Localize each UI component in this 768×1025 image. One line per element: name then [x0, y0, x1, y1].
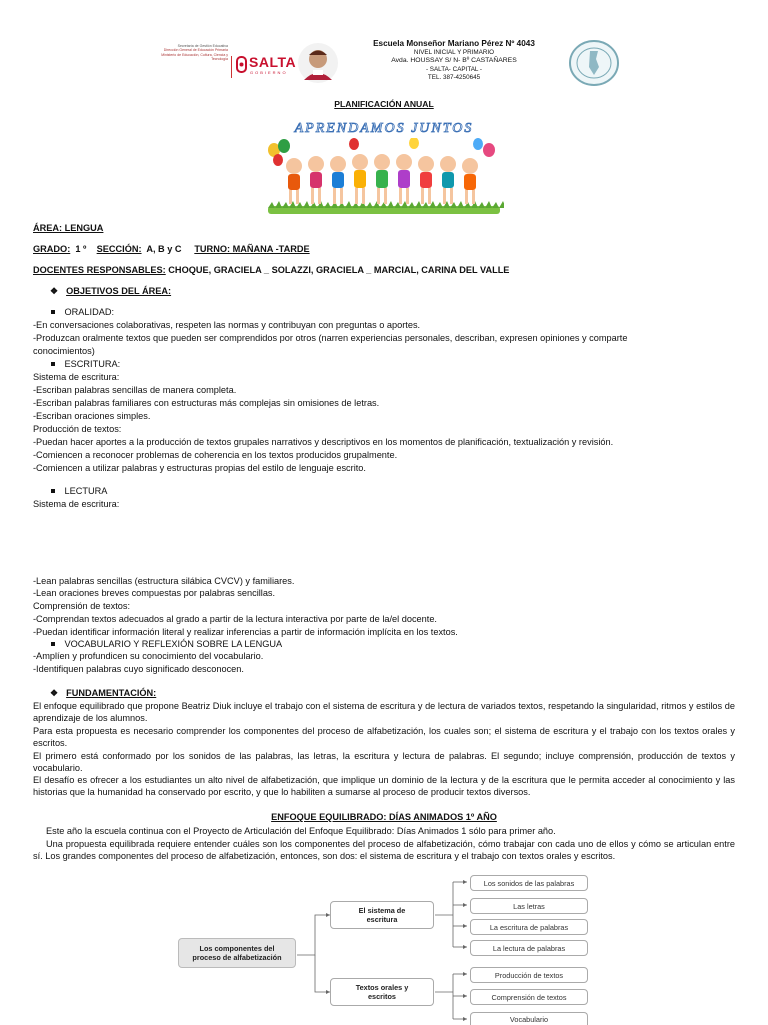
diagram-branch-textos: Textos orales y escritos: [330, 978, 434, 1006]
turno-label: TURNO: MAÑANA -TARDE: [194, 244, 310, 254]
docentes-value: CHOQUE, GRACIELA _ SOLAZZI, GRACIELA _ MARCIAL, CARINA DEL VALLE: [168, 265, 510, 275]
enfoque-p0: Este año la escuela continua con el Proyecto de Articulación del Enfoque Equilibrado: Días Animados 1 sólo para primer año.: [46, 826, 556, 836]
patron-portrait: [297, 42, 339, 86]
docentes-label: DOCENTES RESPONSABLES:: [33, 265, 166, 275]
lectura-4: -Puedan identificar información literal y realizar inferencias a partir de información implícita en los textos.: [33, 627, 458, 637]
diagram-item-comprension: Comprensión de textos: [470, 989, 588, 1005]
school-city: - SALTA- CAPITAL -: [425, 65, 483, 73]
enfoque-heading: ENFOQUE EQUILIBRADO: DÍAS ANIMADOS 1º AÑO: [271, 812, 497, 822]
diagram-root: Los componentes del proceso de alfabetización: [178, 938, 296, 968]
lectura-label-text: LECTURA: [64, 486, 108, 496]
vocab-label: [33, 639, 282, 650]
square-bullet-icon: [51, 489, 55, 493]
lectura-3: -Comprendan textos adecuados al grado a partir de la lectura interactiva por parte de la/el docente.: [33, 614, 437, 624]
school-info: [348, 40, 560, 83]
docentes-line: [33, 265, 509, 276]
diagram-item-sonidos: Los sonidos de las palabras: [470, 875, 588, 891]
vocab-0: -Amplíen y profundicen su conocimiento del vocabulario.: [33, 651, 264, 661]
fundamentacion-p1: Para esta propuesta es necesario comprender los componentes del proceso de alfabetización, los cuales son; el sistema de escritura y el trabajo con los textos orales y escritos.: [33, 726, 735, 748]
salta-wordmark: SALTA: [249, 54, 297, 70]
diamond-bullet-icon: ❖: [50, 286, 59, 296]
salta-mark-icon: [235, 55, 249, 75]
vocab-label-text: VOCABULARIO Y REFLEXIÓN SOBRE LA LENGUA: [64, 639, 283, 649]
grado-label: GRADO:: [33, 244, 71, 254]
vocab-1: -Identifiquen palabras cuyo significado desconocen.: [33, 664, 244, 674]
salta-sub: GOBIERNO: [250, 70, 288, 75]
diagram-branch-sistema: El sistema de escritura: [330, 901, 434, 929]
oralidad-label: [33, 307, 114, 318]
school-seal: [568, 39, 620, 89]
seccion-label: SECCIÓN:: [96, 244, 142, 254]
enfoque-p1: Una propuesta equilibrada requiere entender cuáles son los componentes del proceso de alfabetización, cómo trabajar con cada uno de ellos y cómo se articulan entre sí. Los grandes componentes del proceso de alfabetización, entonces, son dos: el sistema de escritura y el trabajo con textos orales y escritos.: [33, 839, 735, 861]
ministry-line3: Ministerio de Educación, Cultura, Ciencia y Tecnología: [161, 52, 228, 62]
fundamentacion-heading: [33, 688, 156, 699]
escritura-6: -Comiencen a reconocer problemas de coherencia en los textos producidos grupalmente.: [33, 450, 398, 460]
area-label: ÁREA: LENGUA: [33, 223, 104, 233]
ministry-line2: Dirección General de Educación Primaria: [163, 48, 228, 53]
lectura-label: [33, 486, 107, 497]
children-illustration: [264, 138, 504, 216]
oralidad-label-text: ORALIDAD:: [64, 307, 115, 317]
escritura-label-text: ESCRITURA:: [64, 359, 121, 369]
oralidad-2: conocimientos): [33, 346, 95, 356]
oralidad-0: -En conversaciones colaborativas, respeten las normas y contribuyan con preguntas o aportes.: [33, 320, 421, 330]
diagram-item-letras: Las letras: [470, 898, 588, 914]
escritura-3: -Escriban oraciones simples.: [33, 411, 151, 421]
school-phone: TEL. 387-4250645: [427, 74, 481, 81]
diagram-item-produccion: Producción de textos: [470, 967, 588, 983]
portrait-image: [297, 42, 339, 84]
escritura-0: Sistema de escritura:: [33, 372, 120, 382]
header-divider: [231, 56, 232, 78]
fundamentacion-p2: El primero está conformado por los sonidos de las palabras, las letras, la escritura y lectura de palabras. El segundo; incluye comprensión, producción de textos y vocabulario.: [33, 751, 735, 773]
diagram-item-lectura: La lectura de palabras: [470, 940, 588, 956]
school-name: Escuela Monseñor Mariano Pérez Nº 4043: [373, 39, 535, 48]
school-address: Avda. HOUSSAY S/ N- Bº CASTAÑARES: [391, 57, 517, 64]
ministry-line1: Secretaría de Gestión Educativa: [177, 44, 228, 48]
lectura-0: -Lean palabras sencillas (estructura silábica CVCV) y familiares.: [33, 576, 295, 586]
lectura-first: Sistema de escritura:: [33, 499, 120, 509]
grado-line: [33, 244, 310, 255]
kids: [286, 154, 478, 204]
diamond-bullet-icon: ❖: [50, 688, 59, 698]
square-bullet-icon: [51, 310, 55, 314]
escritura-7: -Comiencen a utilizar palabras y estructuras propias del estilo de lenguaje escrito.: [33, 463, 366, 473]
escritura-1: -Escriban palabras sencillas de manera completa.: [33, 385, 237, 395]
escritura-label: [33, 359, 120, 370]
salta-logo: [235, 55, 249, 77]
lectura-2: Comprensión de textos:: [33, 601, 131, 611]
seal-icon: [568, 39, 620, 87]
diagram-item-vocabulario: Vocabulario: [470, 1012, 588, 1025]
objetivos-heading: [33, 286, 171, 297]
oralidad-1: -Produzcan oralmente textos que pueden ser comprendidos por otros (narren experiencias personales, describan, expresen opiniones y comparte: [33, 333, 628, 343]
ministry-block: [148, 44, 228, 80]
diagram-item-escritura: La escritura de palabras: [470, 919, 588, 935]
grado-value: 1 º: [75, 244, 87, 254]
objetivos-heading-text: OBJETIVOS DEL ÁREA:: [66, 286, 172, 296]
school-level: NIVEL INICIAL Y PRIMARIO: [413, 48, 495, 56]
escritura-4: Producción de textos:: [33, 424, 122, 434]
square-bullet-icon: [51, 642, 55, 646]
square-bullet-icon: [51, 362, 55, 366]
lectura-1: -Lean oraciones breves compuestas por palabras sencillas.: [33, 588, 276, 598]
fundamentacion-p0: El enfoque equilibrado que propone Beatriz Diuk incluye el trabajo con el sistema de escritura y de lectura de variados textos, respetando la singularidad, ritmos y estilos de aprendizaje de los alumnos.: [33, 701, 735, 723]
fundamentacion-heading-text: FUNDAMENTACIÓN:: [66, 688, 157, 698]
fundamentacion-p3: El desafío es ofrecer a los estudiantes un alto nivel de alfabetización, que implique un dominio de la lectura y de la escritura que le permita acceder al conocimiento y las historias que la humanidad ha conservado por escrito, y que lo habiliten a sumarse al proceso de producir textos diversos.: [33, 775, 735, 797]
escritura-5: -Puedan hacer aportes a la producción de textos grupales narrativos y descriptivos en los momentos de planificación, textualización y revisión.: [33, 437, 614, 447]
banner-title: APRENDAMOS JUNTOS: [294, 121, 474, 136]
escritura-2: -Escriban palabras familiares con estructuras más complejas sin omisiones de letras.: [33, 398, 380, 408]
seccion-value: A, B y C: [146, 244, 182, 254]
plan-title: PLANIFICACIÓN ANUAL: [334, 99, 434, 109]
